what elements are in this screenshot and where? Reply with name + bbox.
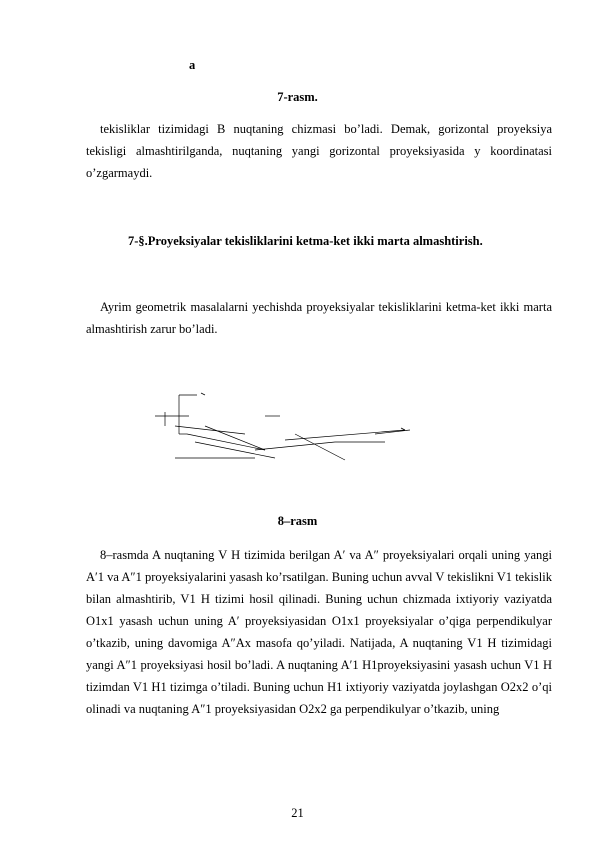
fig8-line — [205, 426, 265, 450]
figure-7-caption: 7-rasm. — [277, 90, 318, 104]
page-number: 21 — [291, 806, 304, 820]
paragraph-1-text: tekisliklar tizimidagi B nuqtaning chizmasi bo’ladi. Demak, gorizontal proyeksiya tekisligi almashtirilganda, nuqtaning yangi gorizontal proyeksiyasida y koordinatasi o’zgarmaydi. — [86, 122, 552, 180]
fig8-arrow — [401, 428, 405, 430]
paragraph-2 — [86, 296, 552, 340]
fig8-arrow — [201, 393, 205, 395]
fig8-line — [295, 434, 345, 460]
paragraph-3 — [86, 544, 552, 720]
section-heading: 7-§.Proyeksiyalar tekisliklarini ketma-ket ikki marta almashtirish. — [128, 234, 483, 248]
fig8-line — [195, 442, 275, 458]
fig8-line — [187, 434, 265, 450]
figure-7-label: a — [189, 58, 196, 72]
fig8-line — [175, 426, 245, 434]
paragraph-1 — [86, 118, 552, 184]
figure-8-caption: 8–rasm — [277, 514, 318, 528]
paragraph-3-text: 8–rasmda A nuqtaning V H tizimida berilgan A′ va A″ proyeksiyalari orqali uning yangi A′1 va A″1 proyeksiyalarini yasash ko’rsatilgan. Buning uchun avval V tekislikni V1 tekislik bilan almashtirib, V1 H tizimi hosil qilinadi. Buning uchun chizmada ixtiyoriy vaziyatda O1x1 yasash uchun uning A′ proyeksiyasidan O1x1 proyeksiyalar o’qiga perpendikulyar o’tkazib, uning davomiga A″Ax masofa qo’yiladi. Natijada, A nuqtaning V1 H tizimidagi yangi A″1 proyeksiyasi hosil bo’ladi. A nuqtaning A′1 H1proyeksiyasini yasash uchun V1 H tizimdan V1 H1 tizimga o’tiladi. Buning uchun H1 ixtiyoriy vaziyatda joylashgan O2x2 o’qi olinadi va nuqtaning A″1 proyeksiyasidan O2x2 ga perpendikulyar o’tkazib, uning — [86, 548, 552, 716]
paragraph-2-text: Ayrim geometrik masalalarni yechishda proyeksiyalar tekisliklarini ketma-ket ikki marta almashtirish zarur bo’ladi. — [86, 300, 552, 336]
figure-8-drawing — [135, 390, 415, 480]
